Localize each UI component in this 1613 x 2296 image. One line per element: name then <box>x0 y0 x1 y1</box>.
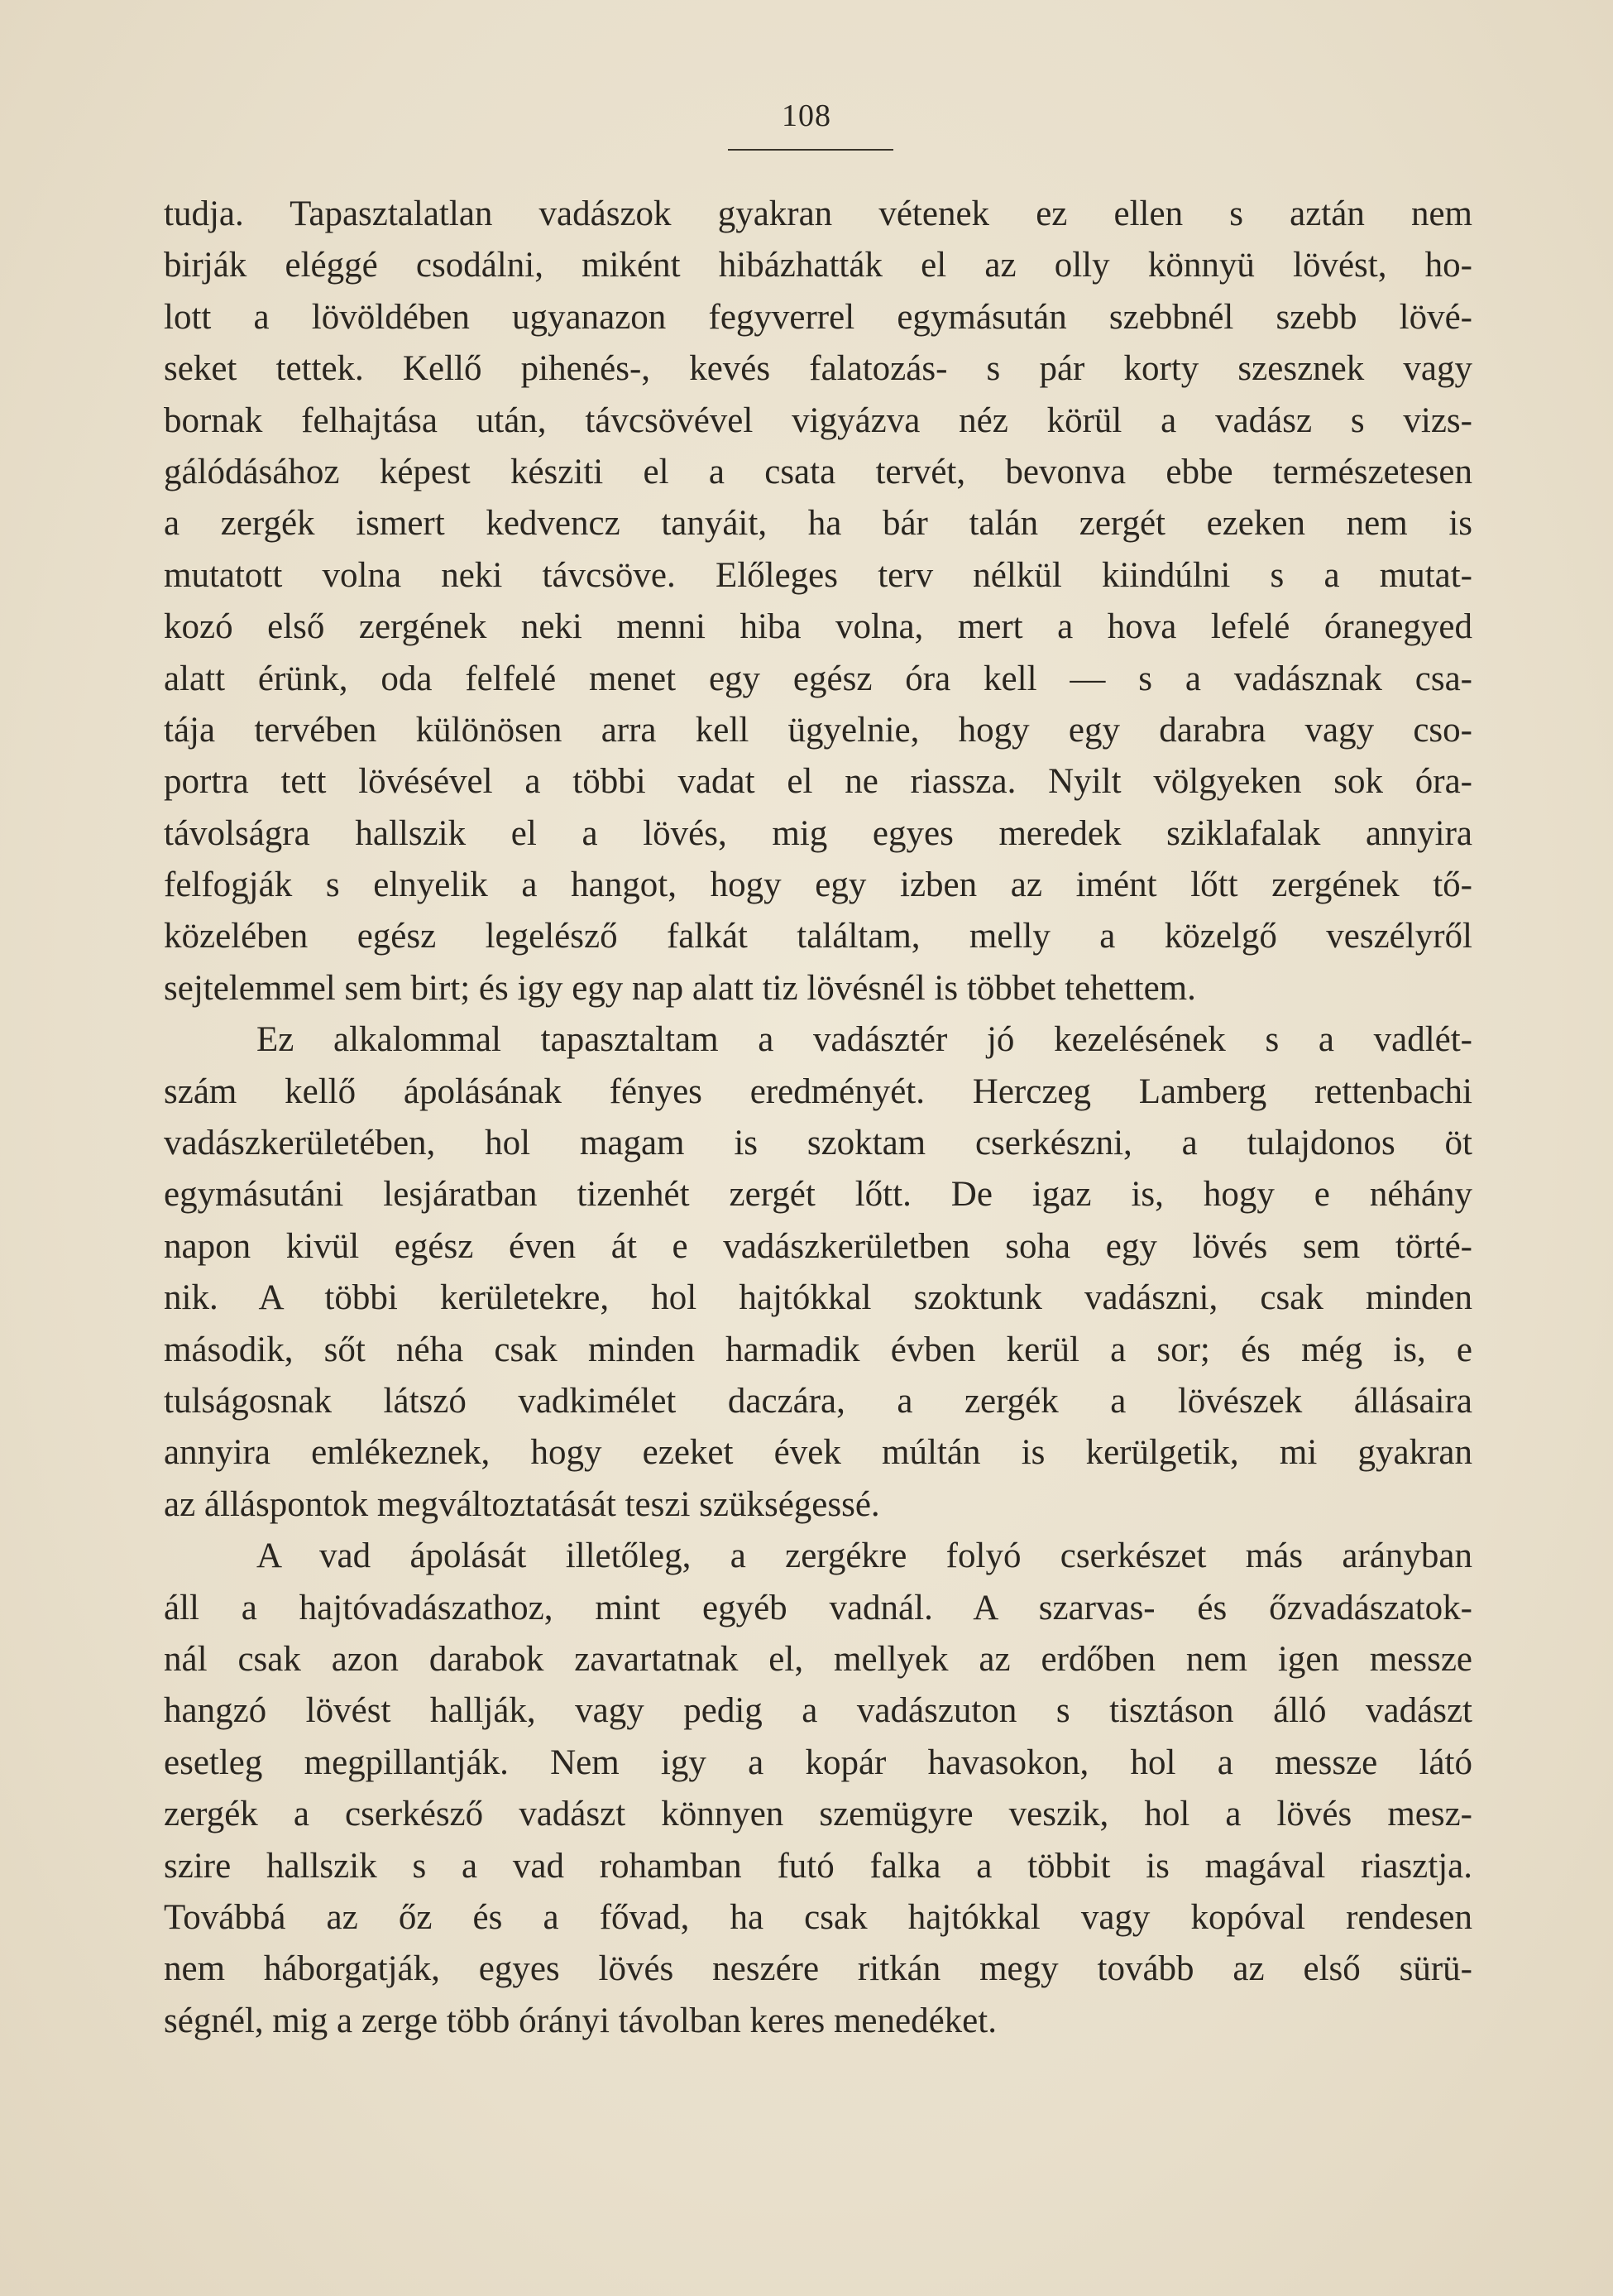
text-line: annyira emlékeznek, hogy ezeket évek múltán is kerülgetik, mi gyakran <box>164 1433 1472 1473</box>
text-line: sejtelemmel sem birt; és igy egy nap alatt tiz lövésnél is többet tehettem. <box>164 968 1196 1008</box>
text-line: hangzó lövést hallják, vagy pedig a vadászuton s tisztáson álló vadászt <box>164 1691 1472 1731</box>
body-text <box>164 189 1472 2047</box>
text-line: alatt érünk, oda felfelé menet egy egész óra kell — s a vadásznak csa- <box>164 659 1472 698</box>
text-line: ségnél, mig a zerge több órányi távolban keres menedéket. <box>164 2001 997 2040</box>
page-number: 108 <box>782 98 831 133</box>
text-line: lott a lövöldében ugyanazon fegyverrel egymásután szebbnél szebb lövé- <box>164 297 1472 337</box>
text-line: gálódásához képest késziti el a csata tervét, bevonva ebbe természetesen <box>164 452 1472 491</box>
text-line: zergék a cserkésző vadászt könnyen szemügyre veszik, hol a lövés mesz- <box>164 1795 1472 1834</box>
text-line: kozó első zergének neki menni hiba volna, mert a hova lefelé óranegyed <box>164 607 1472 647</box>
text-line: távolságra hallszik el a lövés, mig egyes meredek sziklafalak annyira <box>164 813 1472 853</box>
text-line: az álláspontok megváltoztatását teszi szükségessé. <box>164 1484 880 1524</box>
page-number-rule <box>728 149 893 151</box>
text-line: Továbbá az őz és a fővad, ha csak hajtókkal vagy kopóval rendesen <box>164 1897 1472 1937</box>
text-line: tudja. Tapasztalatlan vadászok gyakran vétenek ez ellen s aztán nem <box>164 194 1472 233</box>
text-line: bornak felhajtása után, távcsövével vigyázva néz körül a vadász s vizs- <box>164 400 1472 440</box>
text-line: portra tett lövésével a többi vadat el ne riassza. Nyilt völgyeken sok óra- <box>164 762 1472 802</box>
text-line: nem háborgatják, egyes lövés neszére ritkán megy tovább az első sürü- <box>164 1949 1472 1989</box>
text-line: napon kivül egész éven át e vadászkerületben soha egy lövés sem törté- <box>164 1226 1472 1266</box>
text-line: A vad ápolását illetőleg, a zergékre folyó cserkészet más arányban <box>256 1536 1472 1576</box>
text-line: mutatott volna neki távcsöve. Előleges terv nélkül kiindúlni s a mutat- <box>164 555 1472 595</box>
text-line: a zergék ismert kedvencz tanyáit, ha bár talán zergét ezeken nem is <box>164 504 1472 544</box>
text-line: esetleg megpillantják. Nem igy a kopár havasokon, hol a messze látó <box>164 1742 1472 1782</box>
text-line: vadászkerületében, hol magam is szoktam cserkészni, a tulajdonos öt <box>164 1124 1472 1163</box>
text-line: tája tervében különösen arra kell ügyelnie, hogy egy darabra vagy cso- <box>164 710 1472 750</box>
text-line: közelében egész legelésző falkát találtam, melly a közelgő veszélyről <box>164 917 1472 956</box>
text-line: második, sőt néha csak minden harmadik évben kerül a sor; és még is, e <box>164 1330 1472 1369</box>
text-line: szám kellő ápolásának fényes eredményét. Herczeg Lamberg rettenbachi <box>164 1071 1472 1111</box>
text-line: tulságosnak látszó vadkimélet daczára, a zergék a lövészek állásaira <box>164 1381 1472 1421</box>
text-line: nál csak azon darabok zavartatnak el, mellyek az erdőben nem igen messze <box>164 1639 1472 1679</box>
text-line: Ez alkalommal tapasztaltam a vadásztér jó kezelésének s a vadlét- <box>256 1020 1472 1060</box>
text-line: seket tettek. Kellő pihenés-, kevés falatozás- s pár korty szesznek vagy <box>164 349 1472 389</box>
text-line: szire hallszik s a vad rohamban futó falka a többit is magával riasztja. <box>164 1846 1472 1886</box>
text-line: nik. A többi kerületekre, hol hajtókkal szoktunk vadászni, csak minden <box>164 1278 1472 1318</box>
text-line: felfogják s elnyelik a hangot, hogy egy izben az imént lőtt zergének tő- <box>164 865 1472 905</box>
text-line: birják eléggé csodálni, miként hibázhatták el az olly könnyü lövést, ho- <box>164 246 1472 285</box>
text-line: egymásutáni lesjáratban tizenhét zergét lőtt. De igaz is, hogy e néhány <box>164 1175 1472 1215</box>
text-line: áll a hajtóvadászathoz, mint egyéb vadnál. A szarvas- és őzvadászatok- <box>164 1588 1472 1627</box>
